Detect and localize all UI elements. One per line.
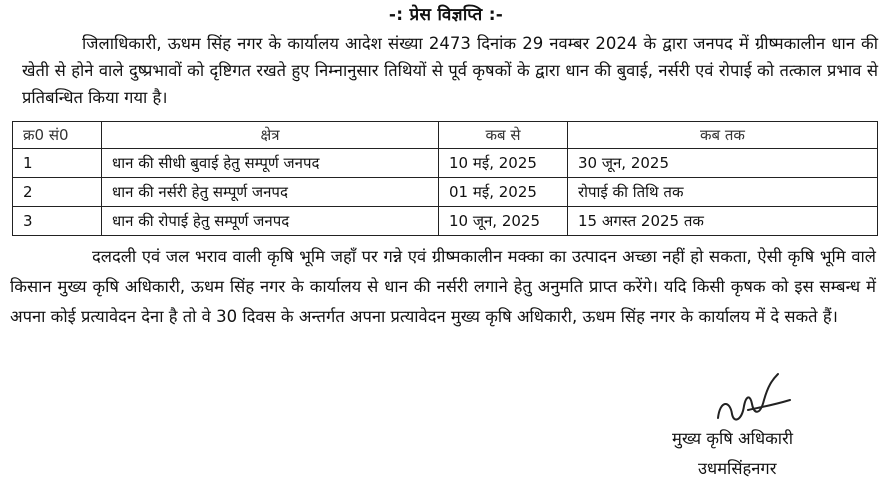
col-header-serial: क्र0 सं0 — [13, 122, 102, 149]
schedule-table — [12, 121, 878, 236]
officer-title: मुख्य कृषि अधिकारी — [672, 429, 794, 448]
table-row — [13, 178, 878, 207]
officer-block — [672, 424, 793, 484]
col-header-area: क्षेत्र — [102, 122, 439, 149]
officer-place: उधमसिंहनगर — [698, 459, 777, 478]
cell-from: 01 मई, 2025 — [439, 178, 568, 207]
notice-paragraph-2 — [10, 242, 876, 332]
cell-serial: 1 — [13, 149, 102, 178]
cell-from: 10 जून, 2025 — [439, 207, 568, 236]
cell-serial: 3 — [13, 207, 102, 236]
col-header-until: कब तक — [568, 122, 878, 149]
cell-until: रोपाई की तिथि तक — [568, 178, 878, 207]
table-row — [13, 207, 878, 236]
cell-area: धान की नर्सरी हेतु सम्पूर्ण जनपद — [102, 178, 439, 207]
col-header-from: कब से — [439, 122, 568, 149]
cell-serial: 2 — [13, 178, 102, 207]
cell-until: 30 जून, 2025 — [568, 149, 878, 178]
cell-from: 10 मई, 2025 — [439, 149, 568, 178]
table-header-row — [13, 122, 878, 149]
cell-area: धान की रोपाई हेतु सम्पूर्ण जनपद — [102, 207, 439, 236]
table-row — [13, 149, 878, 178]
signature — [700, 370, 800, 430]
cell-area: धान की सीधी बुवाई हेतु सम्पूर्ण जनपद — [102, 149, 439, 178]
notice-heading: -: प्रेस विज्ञप्ति :- — [388, 5, 504, 25]
paragraph-2-text: दलदली एवं जल भराव वाली कृषि भूमि जहाँ पर गन्ने एवं ग्रीष्मकालीन मक्का का उत्पादन अच्छा नहीं हो सकता, ऐसी कृषि भूमि वाले किसान मुख्य कृषि अधिकारी, ऊधम सिंह नगर के कार्यालय से धान की नर्सरी लगाने हेतु अनुमति प्राप्त करेंगे। यदि किसी कृषक को इस सम्बन्ध में अपना कोई प्रत्यावेदन देना है तो वे 30 दिवस के अन्तर्गत अपना प्रत्यावेदन मुख्य कृषि अधिकारी, ऊधम सिंह नगर के कार्यालय में दे सकते हैं। — [10, 247, 876, 326]
paragraph-1-text: जिलाधिकारी, ऊधम सिंह नगर के कार्यालय आदेश संख्या 2473 दिनांक 29 नवम्बर 2024 के द्वारा जनपद में ग्रीष्मकालीन धान की खेती से होने वाले दुष्प्रभावों को दृष्टिगत रखते हुए निम्नानुसार तिथियों से पूर्व कृषकों के द्वारा धान की बुवाई, नर्सरी एवं रोपाई को तत्काल प्रभाव से प्रतिबन्धित किया गया है। — [22, 34, 878, 107]
notice-paragraph-1 — [22, 30, 878, 111]
cell-until: 15 अगस्त 2025 तक — [568, 207, 878, 236]
